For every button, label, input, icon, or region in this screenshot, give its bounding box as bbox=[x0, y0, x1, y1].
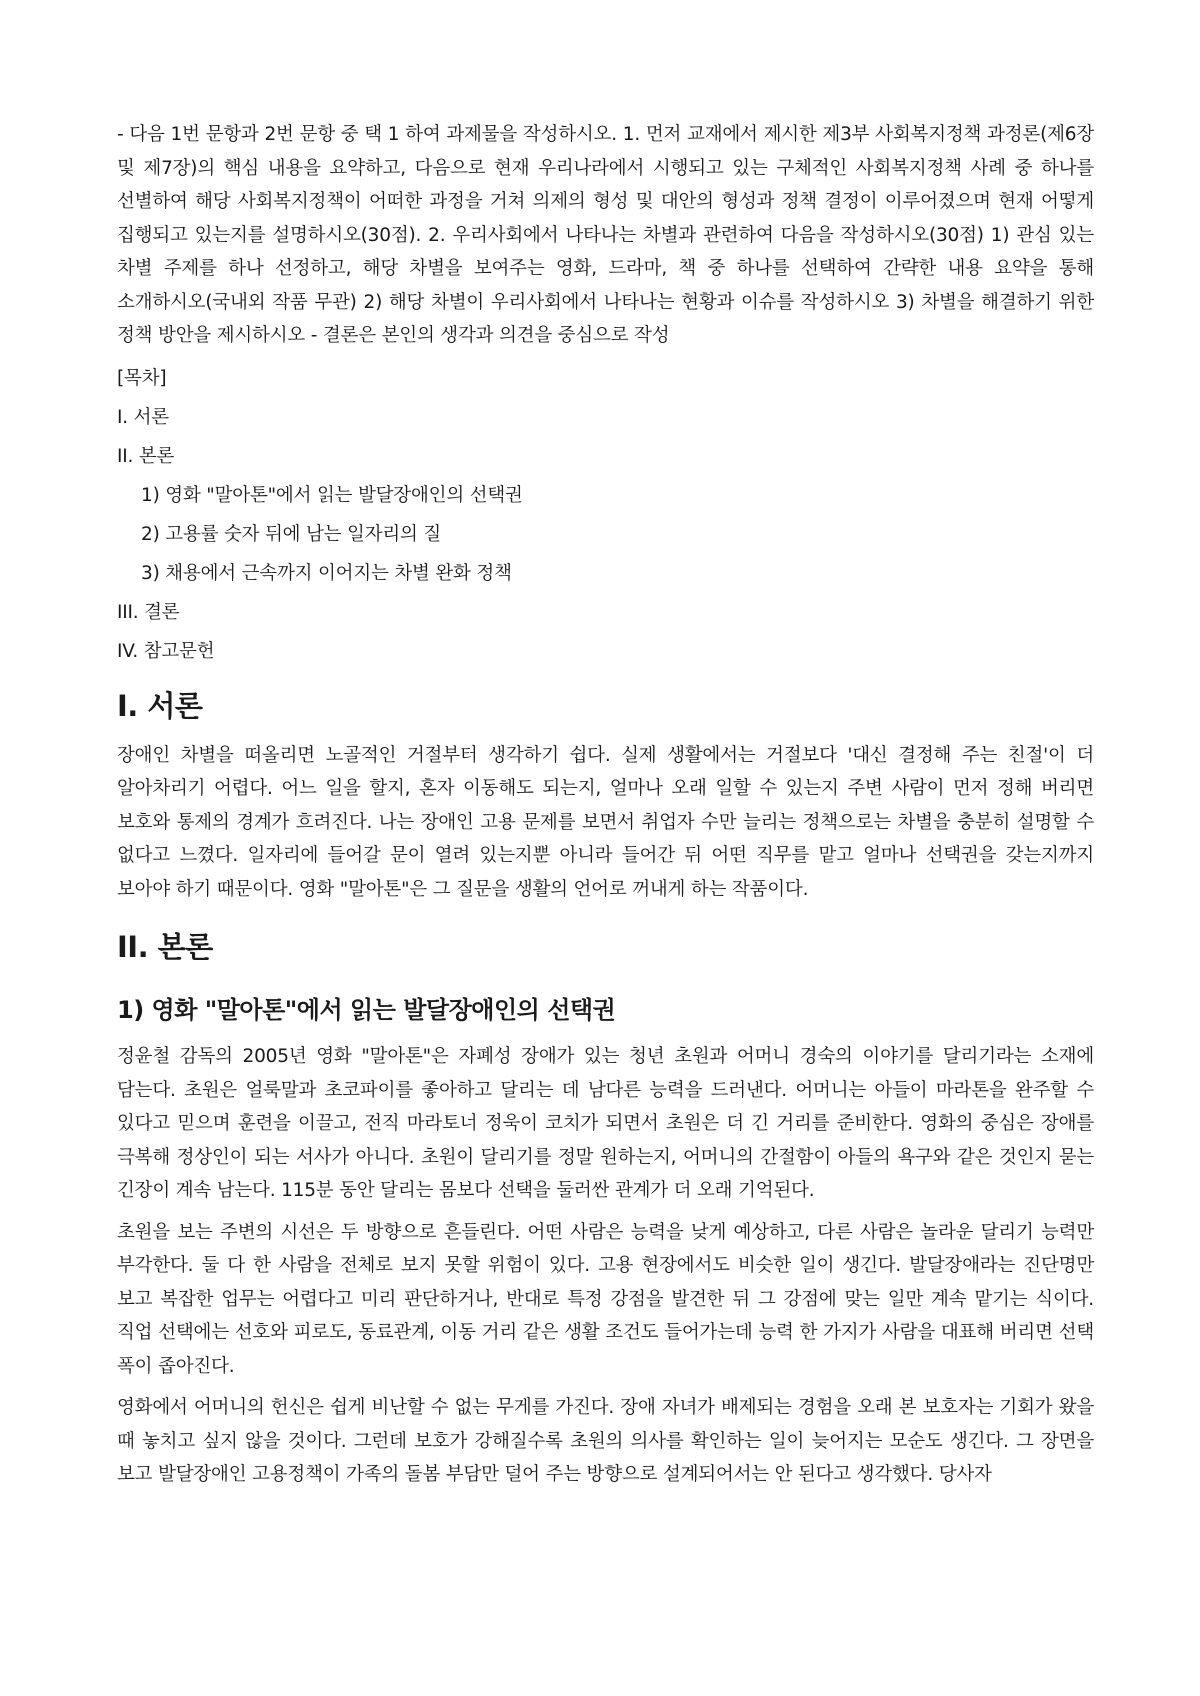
body-paragraph: 영화에서 어머니의 헌신은 쉽게 비난할 수 없는 무게를 가진다. 장애 자녀가 배제되는 경험을 오래 본 보호자는 기회가 왔을 때 놓치고 싶지 않을 것이다. 그런데 보호가 강해질수록 초원의 의사를 확인하는 일이 늦어지는 모순도 생긴다. 그 장면을 보고 발달장애인 고용정책이 가족의 돌봄 부담만 덜어 주는 방향으로 설계되어서는 안 된다고 생각했다. 당사자 bbox=[117, 1397, 1094, 1485]
subsection-heading-1: 1) 영화 "말아톤"에서 읽는 발달장애인의 선택권 bbox=[117, 996, 616, 1024]
toc-item-conclusion: III. 결론 bbox=[117, 601, 180, 623]
table-of-contents bbox=[117, 366, 1094, 665]
toc-item-introduction: I. 서론 bbox=[117, 406, 169, 428]
toc-subitem-2: 2) 고용률 숫자 뒤에 남는 일자리의 질 bbox=[141, 523, 442, 545]
toc-heading: [목차] bbox=[117, 367, 167, 389]
section-heading-main-body: II. 본론 bbox=[117, 930, 213, 964]
assignment-prompt: - 다음 1번 문항과 2번 문항 중 택 1 하여 과제물을 작성하시오. 1. 먼저 교재에서 제시한 제3부 사회복지정책 과정론(제6장 및 제7장)의 핵심 내용을 요약하고, 다음으로 현재 우리나라에서 시행되고 있는 구체적인 사회복지정책 사례 중 하나를 선별하여 해당 사회복지정책이 어떠한 과정을 거쳐 의제의 형성 및 대안의 형성과 정책 결정이 이루어졌으며 현재 어떻게 집행되고 있는지를 설명하시오(30점). 2. 우리사회에서 나타나는 차별과 관련하여 다음을 작성하시오(30점) 1) 관심 있는 차별 주제를 하나 선정하고, 해당 차별을 보여주는 영화, 드라마, 책 중 하나를 선택하여 간략한 내용 요약을 통해 소개하시오(국내외 작품 무관) 2) 해당 차별이 우리사회에서 나타나는 현황과 이슈를 작성하시오 3) 차별을 해결하기 위한 정책 방안을 제시하시오 - 결론은 본인의 생각과 의견을 중심으로 작성 bbox=[117, 124, 1094, 346]
body-paragraph: 초원을 보는 주변의 시선은 두 방향으로 흔들린다. 어떤 사람은 능력을 낮게 예상하고, 다른 사람은 놀라운 달리기 능력만 부각한다. 둘 다 한 사람을 전체로 보지 못할 위험이 있다. 고용 현장에서도 비슷한 일이 생긴다. 발달장애라는 진단명만 보고 복잡한 업무는 어렵다고 미리 판단하거나, 반대로 특정 강점을 발견한 뒤 그 강점에 맞는 일만 계속 맡기는 식이다. 직업 선택에는 선호와 피로도, 동료관계, 이동 거리 같은 생활 조건도 들어가는데 능력 한 가지가 사람을 대표해 버리면 선택 폭이 좁아진다. bbox=[117, 1221, 1094, 1377]
section-heading-introduction: I. 서론 bbox=[117, 688, 203, 723]
toc-item-references: IV. 참고문헌 bbox=[117, 640, 215, 662]
toc-subitem-1: 1) 영화 "말아톤"에서 읽는 발달장애인의 선택권 bbox=[141, 484, 523, 506]
toc-item-main-body: II. 본론 bbox=[117, 445, 175, 467]
body-paragraph: 정윤철 감독의 2005년 영화 "말아톤"은 자폐성 장애가 있는 청년 초원과 어머니 경숙의 이야기를 달리기라는 소재에 담는다. 초원은 얼룩말과 초코파이를 좋아하고 달리는 데 남다른 능력을 드러낸다. 어머니는 아들이 마라톤을 완주할 수 있다고 믿으며 훈련을 이끌고, 전직 마라토너 정욱이 코치가 되면서 초원은 더 긴 거리를 준비한다. 영화의 중심은 장애를 극복해 정상인이 되는 서사가 아니다. 초원이 달리기를 정말 원하는지, 어머니의 간절함이 아들의 욕구와 같은 것인지 묻는 긴장이 계속 남는다. 115분 동안 달리는 몸보다 선택을 둘러싼 관계가 더 오래 기억된다. bbox=[117, 1046, 1094, 1201]
toc-subitem-3: 3) 채용에서 근속까지 이어지는 차별 완화 정책 bbox=[141, 562, 512, 584]
introduction-paragraph: 장애인 차별을 떠올리면 노골적인 거절부터 생각하기 쉽다. 실제 생활에서는 거절보다 '대신 결정해 주는 친절'이 더 알아차리기 어렵다. 어느 일을 할지, 혼자 이동해도 되는지, 얼마나 오래 일할 수 있는지 주변 사람이 먼저 정해 버리면 보호와 통제의 경계가 흐려진다. 나는 장애인 고용 문제를 보면서 취업자 수만 늘리는 정책으로는 차별을 충분히 설명할 수 없다고 느꼈다. 일자리에 들어갈 문이 열려 있는지뿐 아니라 들어간 뒤 어떤 직무를 맡고 얼마나 선택권을 갖는지까지 보아야 하기 때문이다. 영화 "말아톤"은 그 질문을 생활의 언어로 꺼내게 하는 작품이다. bbox=[117, 744, 1094, 900]
